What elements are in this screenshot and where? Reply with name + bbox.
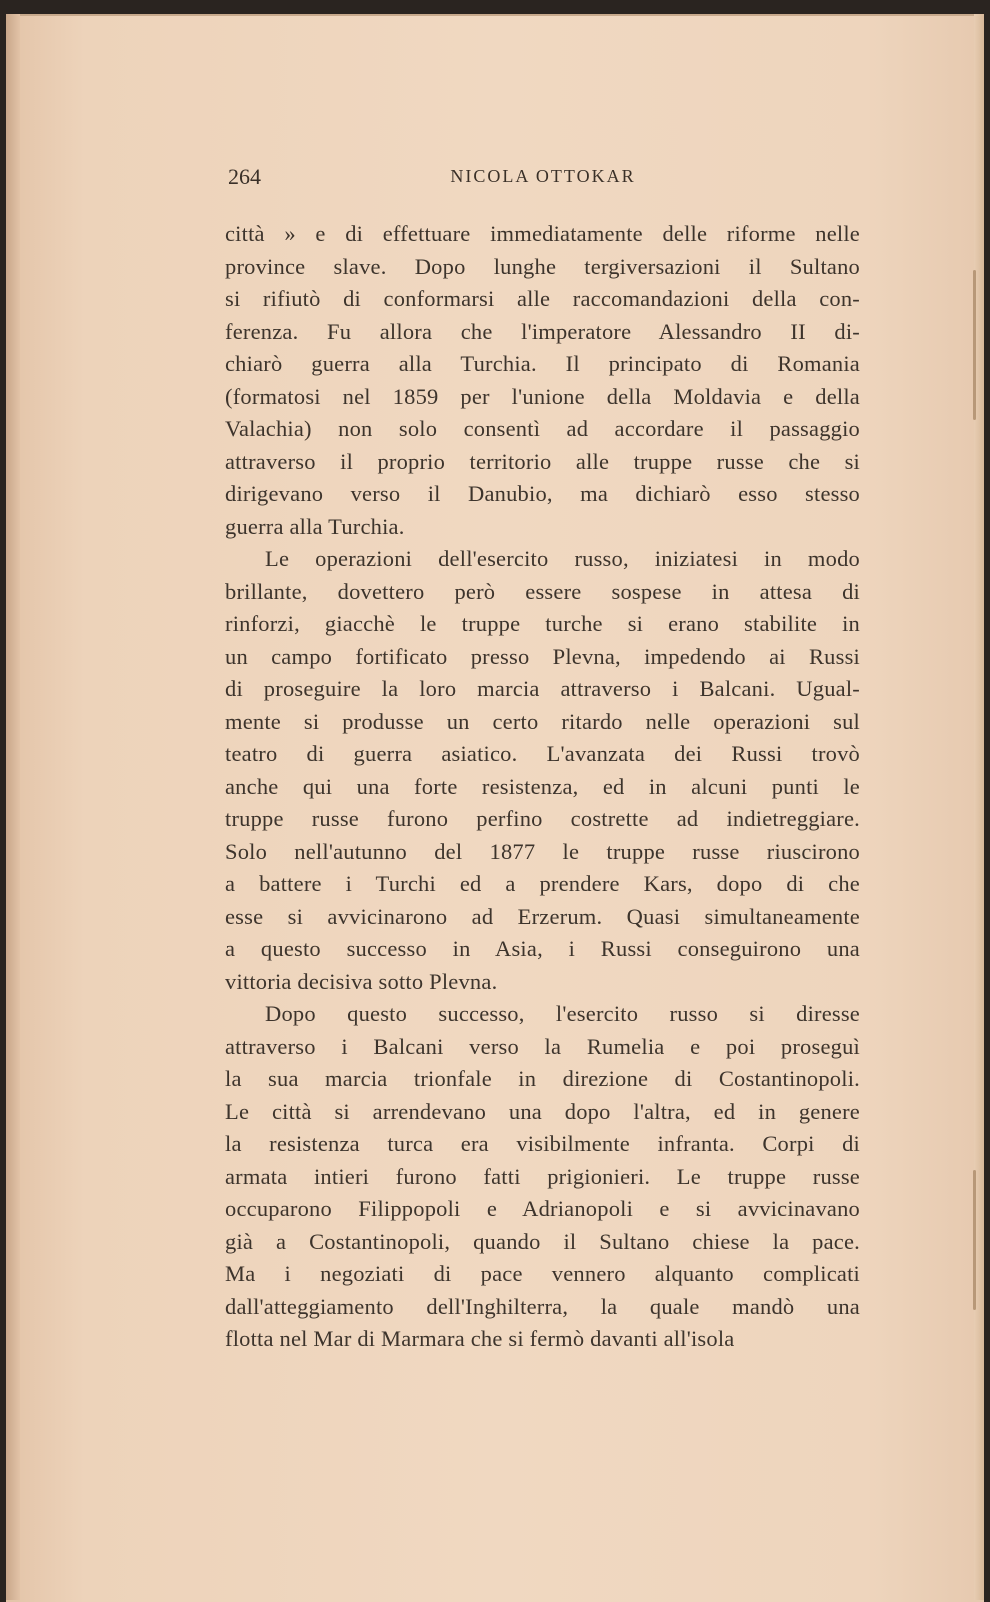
text-line: la sua marcia trionfale in direzione di Costantinopoli. xyxy=(225,1066,860,1091)
text-line: Ma i negoziati di pace vennero alquanto complicati xyxy=(225,1261,860,1286)
page-edge-mark xyxy=(973,1170,976,1310)
text-line: Le operazioni dell'esercito russo, iniziatesi in modo xyxy=(265,546,860,571)
text-line: Le città si arrendevano una dopo l'altra, ed in genere xyxy=(225,1098,860,1124)
text-line: esse si avvicinarono ad Erzerum. Quasi simultaneamente xyxy=(225,903,860,929)
text-line: brillante, dovettero però essere sospese in attesa di xyxy=(225,578,860,604)
text-line: un campo fortificato presso Plevna, impedendo ai Russi xyxy=(225,643,860,669)
text-line: Solo nell'autunno del 1877 le truppe russe riuscirono xyxy=(225,838,860,864)
paragraph xyxy=(225,998,860,1356)
text-line: vittoria decisiva sotto Plevna. xyxy=(225,968,498,994)
text-line: a battere i Turchi ed a prendere Kars, dopo di che xyxy=(225,871,860,896)
text-line: province slave. Dopo lunghe tergiversazioni il Sultano xyxy=(225,253,860,279)
text-line: anche qui una forte resistenza, ed in alcuni punti le xyxy=(225,773,860,799)
page-right-edge xyxy=(974,14,984,1600)
text-line: mente si produsse un certo ritardo nelle operazioni sul xyxy=(225,708,860,734)
text-line: (formatosi nel 1859 per l'unione della Moldavia e della xyxy=(225,383,860,409)
text-line: teatro di guerra asiatico. L'avanzata dei Russi trovò xyxy=(225,741,860,766)
text-line: attraverso il proprio territorio alle truppe russe che si xyxy=(225,448,860,474)
page-number: 264 xyxy=(228,164,261,189)
body-text xyxy=(225,218,860,1356)
text-line: rinforzi, giacchè le truppe turche si erano stabilite in xyxy=(225,611,860,636)
running-head: NICOLA OTTOKAR xyxy=(450,166,636,186)
page-left-edge xyxy=(6,14,20,1600)
text-line: armata intieri furono fatti prigionieri. Le truppe russe xyxy=(225,1163,860,1189)
text-line: di proseguire la loro marcia attraverso i Balcani. Ugual- xyxy=(225,676,860,701)
text-line: a questo successo in Asia, i Russi conseguirono una xyxy=(225,936,860,961)
page-header xyxy=(228,164,858,194)
text-line: flotta nel Mar di Marmara che si fermò davanti all'isola xyxy=(225,1326,735,1351)
paragraph xyxy=(225,543,860,998)
paragraph xyxy=(225,218,860,543)
text-line: occuparono Filippopoli e Adrianopoli e si avvicinavano xyxy=(225,1196,860,1221)
text-line: ferenza. Fu allora che l'imperatore Alessandro II di- xyxy=(225,318,860,344)
text-line: si rifiutò di conformarsi alle raccomandazioni della con- xyxy=(225,286,860,311)
text-line: la resistenza turca era visibilmente infranta. Corpi di xyxy=(225,1131,860,1156)
text-line: Dopo questo successo, l'esercito russo si diresse xyxy=(265,1001,860,1026)
text-line: Valachia) non solo consentì ad accordare il passaggio xyxy=(225,416,860,441)
text-line: città » e di effettuare immediatamente delle riforme nelle xyxy=(225,221,860,246)
text-line: guerra alla Turchia. xyxy=(225,513,405,539)
text-line: attraverso i Balcani verso la Rumelia e poi proseguì xyxy=(225,1033,860,1059)
text-line: già a Costantinopoli, quando il Sultano chiese la pace. xyxy=(225,1228,860,1254)
text-line: truppe russe furono perfino costrette ad indietreggiare. xyxy=(225,806,860,831)
text-line: chiarò guerra alla Turchia. Il principato di Romania xyxy=(225,351,860,376)
text-line: dirigevano verso il Danubio, ma dichiarò esso stesso xyxy=(225,481,860,506)
page-edge-mark xyxy=(973,270,976,420)
text-line: dall'atteggiamento dell'Inghilterra, la quale mandò una xyxy=(225,1293,860,1319)
